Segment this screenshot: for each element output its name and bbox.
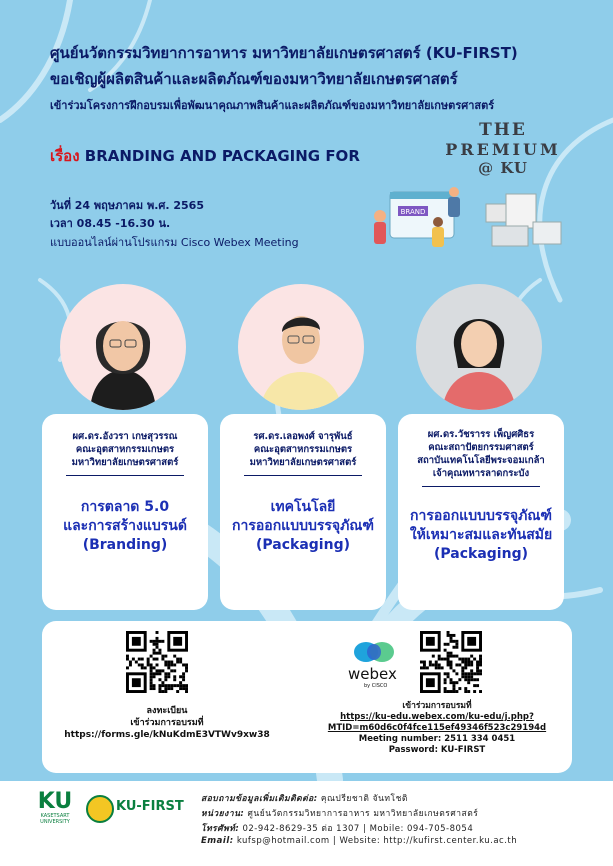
footer [0,781,613,866]
logo-premium: PREMIUM [445,140,561,159]
organizer-heading: ศูนย์นวัตกรรมวิทยาการอาหาร มหาวิทยาลัยเกษตรศาสตร์ (KU-FIRST) [50,44,518,62]
topic-line: (Packaging) [434,546,528,562]
logo-the: THE [479,120,527,140]
webex-info [302,701,572,756]
footer-phone [201,821,473,835]
webex-meeting-number: Meeting number: 2511 334 0451 [358,734,516,744]
speaker-name: ผศ.ดร.อังวรา เกษสุวรรณ [72,431,178,442]
speaker-institution: มหาวิทยาลัยเกษตรศาสตร์ [71,457,179,468]
project-heading: เข้าร่วมโครงการฝึกอบรมเพื่อพัฒนาคุณภาพสินค้าและผลิตภัณฑ์ของมหาวิทยาลัยเกษตรศาสตร์ [50,99,495,112]
topic-line: การออกแบบบรรจุภัณฑ์ [410,508,552,524]
contact-label: สอบถามข้อมูลเพิ่มเติมติดต่อ: [201,794,318,804]
divider [244,475,362,476]
topic-line: ให้เหมาะสมและทันสมัย [409,527,553,543]
footer-email [201,836,517,846]
webex-logo-text: webex [348,665,397,683]
speaker-photo-1 [60,284,186,410]
topic-line: และการสร้างแบรนด์ [63,518,187,534]
speaker-photo-3 [416,284,542,410]
speaker-faculty: คณะอุตสาหกรรมเกษตร [75,444,175,455]
branding-packaging-illustration [368,186,568,260]
unit-label: หน่วยงาน: [201,809,245,819]
topic-line: การตลาด 5.0 [80,499,170,515]
footer-unit [201,806,478,820]
divider [66,475,184,476]
speaker-institution-2: เจ้าคุณทหารลาดกระบัง [432,468,530,479]
registration-sublabel: เข้าร่วมการอบรมที่ [130,718,204,728]
webex-by-cisco: by CISCO [364,683,388,689]
footer-contact [201,791,408,805]
kufirst-logo-text: KU-FIRST [116,799,184,814]
event-time: เวลา 08.45 -16.30 น. [50,217,171,230]
event-date: วันที่ 24 พฤษภาคม พ.ศ. 2565 [50,199,204,212]
topic-line: (Branding) [82,537,168,553]
phone-value: 02-942-8629-35 ต่อ 1307 | Mobile: 094-705-8054 [242,824,474,834]
ku-logo-sub1: KASETSART [40,813,70,819]
speaker-portrait-1 [60,284,186,410]
webex-url-link-2[interactable]: MTID=m60d6c0f4fce115ef49346f523c29194d [327,723,547,733]
webex-password: Password: KU-FIRST [388,745,486,755]
speaker-institution: มหาวิทยาลัยเกษตรศาสตร์ [249,457,357,468]
registration-info [42,705,292,741]
webex-qr-code[interactable] [420,631,482,693]
logo-ku: @ KU [478,159,528,177]
speaker-faculty: คณะอุตสาหกรรมเกษตร [253,444,353,455]
event-platform: แบบออนไลน์ผ่านโปรแกรม Cisco Webex Meeting [50,236,299,249]
registration-qr-code[interactable] [126,631,188,693]
title-prefix: เรื่อง [50,147,80,165]
speaker-name: รศ.ดร.เลอพงศ์ จารุพันธ์ [253,431,353,442]
ku-logo [32,791,78,825]
invitation-heading: ขอเชิญผู้ผลิตสินค้าและผลิตภัณฑ์ของมหาวิทยาลัยเกษตรศาสตร์ [50,70,458,88]
contact-value: คุณปรียชาติ จันทโชติ [320,794,408,804]
event-title [50,144,360,168]
brand-sign-text: BRAND [400,208,426,216]
kufirst-emblem-icon [86,795,114,823]
title-main: BRANDING AND PACKAGING FOR [84,147,360,165]
ku-logo-mark: KU [37,789,73,814]
email-label: Email: [201,836,234,846]
registration-label: ลงทะเบียน [146,706,188,716]
speaker-portrait-2 [238,284,364,410]
topic-line: การออกแบบบรรจุภัณฑ์ [232,518,374,534]
ku-logo-sub2: UNIVERSITY [40,819,70,825]
topic-line: (Packaging) [256,537,350,553]
topic-line: เทคโนโลยี [270,499,336,515]
speaker-card-2 [220,414,386,610]
premium-ku-logo [433,120,573,177]
registration-panel [42,621,572,773]
speaker-portrait-3 [416,284,542,410]
webex-icon [350,639,400,665]
speaker-name: ผศ.ดร.วัชรารร เพ็ญศศิธร [427,429,535,440]
webex-label: เข้าร่วมการอบรมที่ [402,701,472,711]
unit-value: ศูนย์นวัตกรรมวิทยาการอาหาร มหาวิทยาลัยเกษตรศาสตร์ [247,809,479,819]
speaker-card-3 [398,414,564,610]
divider [422,486,540,487]
speaker-faculty: คณะสถาปัตยกรรมศาสตร์ [428,442,534,453]
email-value[interactable]: kufsp@hotmail.com | Website: http://kufirst.center.ku.ac.th [236,836,518,846]
registration-url-link[interactable]: https://forms.gle/kNuKdmE3VTWv9xw38 [64,730,270,740]
phone-label: โทรศัพท์: [201,824,240,834]
speaker-card-1 [42,414,208,610]
speaker-institution: สถาบันเทคโนโลยีพระจอมเกล้า [417,455,545,466]
webex-url-link[interactable]: https://ku-edu.webex.com/ku-edu/j.php? [340,712,534,722]
speaker-photo-2 [238,284,364,410]
